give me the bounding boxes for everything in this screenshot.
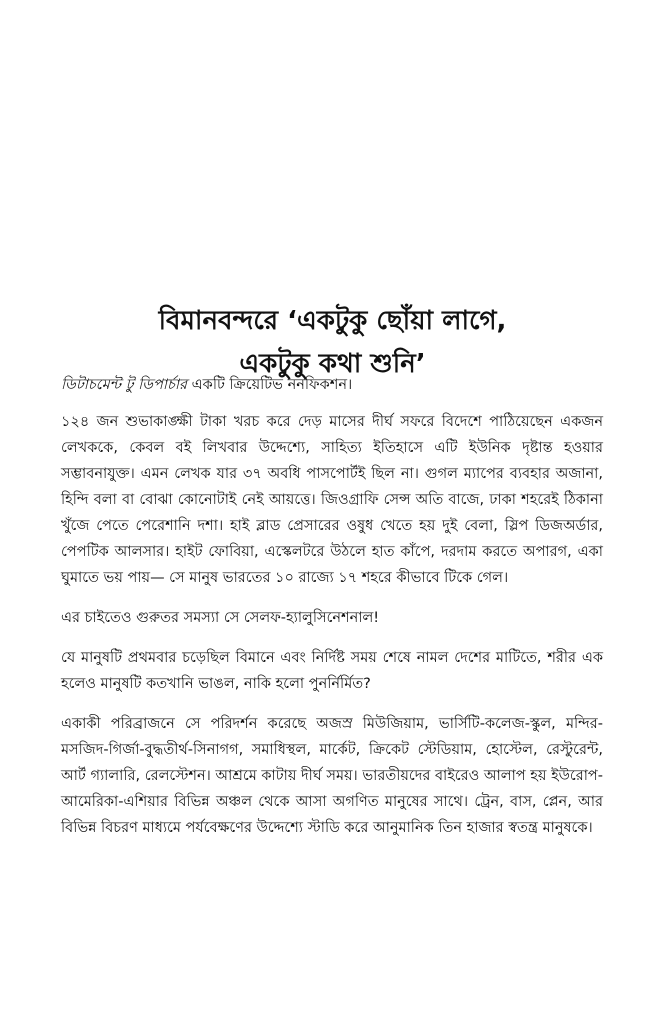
intro-paragraph [61, 372, 603, 398]
paragraph-3: যে মানুষটি প্রথমবার চড়েছিল বিমানে এবং নির্দিষ্ট সময় শেষে নামল দেশের মাটিতে, শরীর এক হলেও মানুষটি কতখানি ভাঙল, নাকি হলো পুনর্নির্মিত? [61, 650, 603, 692]
chapter-body [61, 372, 603, 855]
intro-rest: একটি ক্রিয়েটিভ ননফিকশন। [187, 377, 353, 393]
paragraph-1: ১২৪ জন শুভাকাঙ্ক্ষী টাকা খরচ করে দেড় মাসের দীর্ঘ সফরে বিদেশে পাঠিয়েছেন একজন লেখককে, কেবল বই লিখবার উদ্দেশ্যে, সাহিত্য ইতিহাসে এটি ইউনিক দৃষ্টান্ত হওয়ার সম্ভাবনাযুক্ত। এমন লেখক যার ৩৭ অবধি পাসপোর্টই ছিল না। গুগল ম্যাপের ব্যবহার অজানা, হিন্দি বলা বা বোঝা কোনোটাই নেই আয়ত্তে। জিওগ্রাফি সেন্স অতি বাজে, ঢাকা শহরেই ঠিকানা খুঁজে পেতে পেরেশানি দশা। হাই ব্লাড প্রেসারের ওষুধ খেতে হয় দুই বেলা, স্লিপ ডিজঅর্ডার, পেপটিক আলসার। হাইট ফোবিয়া, এস্কেলটরে উঠলে হাত কাঁপে, দরদাম করতে অপারগ, একা ঘুমাতে ভয় পায়— সে মানুষ ভারতের ১০ রাজ্যে ১৭ শহরে কীভাবে টিকে গেল। [61, 414, 603, 586]
paragraph-2: এর চাইতেও গুরুতর সমস্যা সে সেলফ-হ্যালুসিনেশনাল! [61, 610, 380, 626]
book-title-italic: ডিটাচমেন্ট টু ডিপার্চার [61, 377, 188, 393]
chapter-title-line-1: বিমানবন্দরে ‘একটুকু ছোঁয়া লাগে, [158, 306, 507, 337]
chapter-title-line-2: একটুকু কথা শুনি’ [239, 349, 426, 380]
paragraph-4: একাকী পরিব্রাজনে সে পরিদর্শন করেছে অজস্র মিউজিয়াম, ভার্সিটি-কলেজ-স্কুল, মন্দির-মসজিদ-গির্জা-বুদ্ধতীর্থ-সিনাগগ, সমাধিস্থল, মার্কেট, ক্রিকেট স্টেডিয়াম, হোস্টেল, রেস্টুরেন্ট, আর্ট গ্যালারি, রেলস্টেশন। আশ্রমে কাটায় দীর্ঘ সময়। ভারতীয়দের বাইরেও আলাপ হয় ইউরোপ-আমেরিকা-এশিয়ার বিভিন্ন অঞ্চল থেকে আসা অগণিত মানুষের সাথে। ট্রেন, বাস, প্লেন, আর বিভিন্ন বিচরণ মাধ্যমে পর্যবেক্ষণের উদ্দেশ্যে স্টাডি করে আনুমানিক তিন হাজার স্বতন্ত্র মানুষকে। [61, 716, 603, 836]
